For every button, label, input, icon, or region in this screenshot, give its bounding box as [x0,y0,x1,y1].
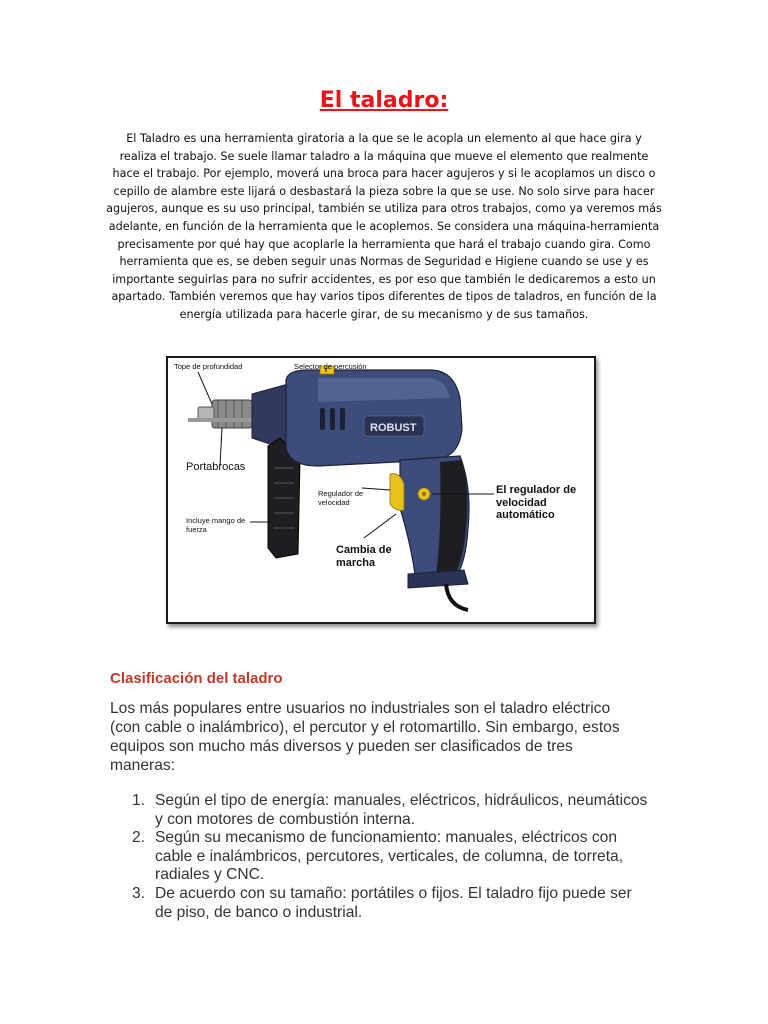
brand-text: ROBUST [370,422,417,434]
section-title: Clasificación del taladro [110,670,283,687]
list-item-text: Según su mecanismo de funcionamiento: manuales, eléctricos con cable e inalámbricos, percutores, verticales, de columna, de torreta, radiales y CNC. [155,829,624,884]
label-regulador-auto: El regulador de velocidad automático [496,484,577,522]
list-item [110,885,650,922]
cable-shape [446,584,468,610]
classification-list [110,792,650,922]
depth-stop-rod [188,418,258,422]
list-item [110,792,650,829]
trigger-shape [390,474,404,511]
list-item-text: Según el tipo de energía: manuales, eléctricos, hidráulicos, neumáticos y con motores de combustión interna. [155,792,648,828]
list-item-number: 3. [132,884,146,902]
list-item-number: 2. [132,829,146,847]
label-portabrocas: Portabrocas [186,461,246,473]
label-mango: Incluye mango de fuerza [186,516,246,534]
label-regulador: Regulador de velocidad [318,489,364,507]
section-paragraph: Los más populares entre usuarios no industriales son el taladro eléctrico (con cable o inalámbrico), el percutor y el rotomartillo. Sin embargo, estos equipos son mucho más diversos y pueden ser clasificados de tres maneras: [110,700,620,774]
list-item [110,829,650,885]
page-title: El taladro: [319,88,449,113]
label-tope: Tope de profundidad [174,362,243,371]
label-cambia: Cambia de marcha [336,544,392,569]
list-item-text: De acuerdo con su tamaño: portátiles o fijos. El taladro fijo puede ser de piso, de banco o industrial. [155,884,632,921]
intro-paragraph: El Taladro es una herramienta giratoria a la que se le acopla un elemento al que hace gira y realiza el trabajo. Se suele llamar taladro a la máquina que mueve el elemento que realmente hace el trabajo. Por ejemplo, moverá una broca para hacer agujeros y si le acoplamos un disco o cepillo de alambre este lijará o desbastará la pieza sobre la que se use. No solo sirve para hacer agujeros, aunque es su uso principal, también se utiliza para otros trabajos, como ya veremos más adelante, en función de la herramienta que le acoplemos. Se considera una máquina-herramienta precisamente por qué hay que acoplarle la herramienta que hará el trabajo cuando gira. Como herramienta que es, se deben seguir unas Normas de Seguridad e Higiene cuando se use y es importante seguirlas para no sufrir accidentes, es por eso que también le dedicaremos a esto un apartado. También veremos que hay varios tipos diferentes de tipos de taladros, en función de la energía utilizada para hacerle girar, de su mecanismo y de sus tamaños. [106,132,662,321]
label-selector: Selector de percusión [294,362,367,371]
drill-figure [166,356,596,624]
list-item-number: 1. [132,792,146,809]
